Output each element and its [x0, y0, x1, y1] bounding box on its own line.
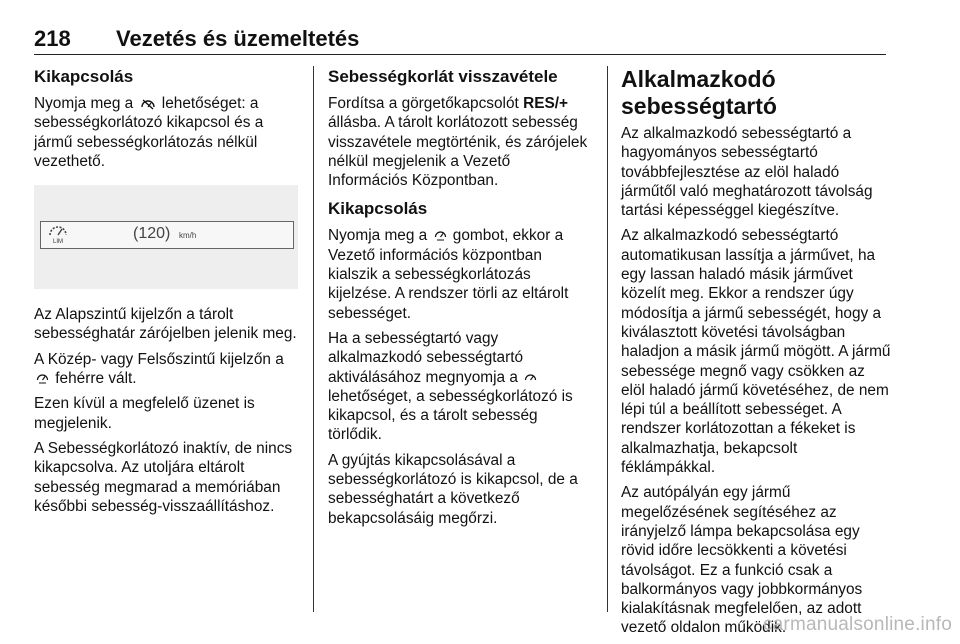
section-heading-kikapcsolas: Kikapcsolás — [34, 67, 134, 86]
page-header — [34, 24, 886, 55]
paragraph: Ezen kívül a megfelelő üzenet is megjelenik. — [34, 395, 255, 432]
stored-speed: (120) — [133, 225, 171, 243]
paragraph: A Közép- vagy Felsőszintű kijelzőn a fehérre vált. — [34, 350, 284, 388]
paragraph: Az Alapszintű kijelzőn a tárolt sebességhatár zárójelben jelenik meg. — [34, 306, 297, 343]
column-divider — [313, 66, 314, 612]
cruise-control-icon — [524, 371, 537, 384]
section-heading-sebessegkorlat-visszavetele: Sebességkorlát visszavétele — [328, 67, 558, 86]
lim-label: LIM — [53, 239, 64, 246]
column-3 — [621, 66, 893, 644]
speed-limiter-off-icon — [140, 98, 156, 110]
paragraph: A gyújtás kikapcsolásával a sebességkorlátozó is kikapcsol, de a sebességhatárt a következő bekapcsolásáig megőrzi. — [328, 451, 578, 527]
paragraph: Az alkalmazkodó sebességtartó a hagyományos sebességtartó továbbfejlesztése az elöl haladó járműtől való meghatározott távolság tartási képességgel kiegészítve. — [621, 125, 873, 220]
column-divider — [607, 66, 608, 612]
column-2 — [328, 66, 590, 534]
chapter-title: Vezetés és üzemeltetés — [116, 26, 360, 51]
speed-limiter-icon — [36, 372, 49, 385]
res-plus-label: RES/+ — [523, 95, 568, 112]
column-1 — [34, 66, 302, 522]
display-bar — [40, 221, 294, 249]
paragraph: Nyomja meg a gombot, ekkor a Vezető információs központban kialszik a sebességkorlátozás kijelzése. A rendszer törli az eltárolt sebességet. — [328, 227, 569, 322]
watermark: carmanualsonline.info — [762, 614, 952, 635]
paragraph: Az autópályán egy jármű megelőzésének segítéséhez az irányjelző lámpa bekapcsolása egy rövid időre lecsökkenti a követési távolságot. Ez a funkció csak a balkormányos vagy jobbkormányos kialakításnak megfelelően, az adott vezető oldalon működik. — [621, 484, 863, 637]
section-heading-kikapcsolas-2: Kikapcsolás — [328, 199, 428, 219]
paragraph: Nyomja meg a lehetőséget: a sebességkorlátozó kikapcsol és a jármű sebességkorlátozás nélkül vezethető. — [34, 95, 264, 170]
speed-unit: km/h — [179, 231, 197, 241]
paragraph: Az alkalmazkodó sebességtartó automatikusan lassítja a járművet, ha egy lassan haladó másik járművet közelít meg. Ekkor a rendszer úgy módosítja a jármű sebességét, hogy a kiválasztott követési távolságban haladjon a másik jármű mögött. A jármű sebessége megnő vagy csökken az elöl haladó jármű követéséhez, de nem lépi túl a beállított sebességet. A rendszer korlátozottan a fékeket is alkalmazhatja, bekapcsolt féklámpákkal. — [621, 227, 891, 477]
page-number: 218 — [34, 26, 71, 51]
section-heading-alkalmazkodo-sebessegtarto: Alkalmazkodó sebességtartó — [621, 66, 777, 119]
paragraph: Ha a sebességtartó vagy alkalmazkodó sebességtartó aktiválásához megnyomja a lehetőséget, a sebességkorlátozó is kikapcsol, és a tárolt sebesség törlődik. — [328, 329, 573, 444]
cluster-display-figure — [34, 185, 298, 289]
paragraph: Fordítsa a görgetőkapcsolót RES/+ állásba. A tárolt korlátozott sebesség visszavétele megtörténik, és zárójelek nélkül megjelenik a Vezető Információs Központban. — [328, 95, 588, 190]
paragraph: A Sebességkorlátozó inaktív, de nincs kikapcsolva. Az utoljára eltárolt sebesség megmarad a memóriában későbbi sebesség-visszaállításhoz. — [34, 439, 293, 515]
speed-limiter-icon — [434, 229, 447, 242]
speedometer-lim-icon — [47, 223, 69, 239]
